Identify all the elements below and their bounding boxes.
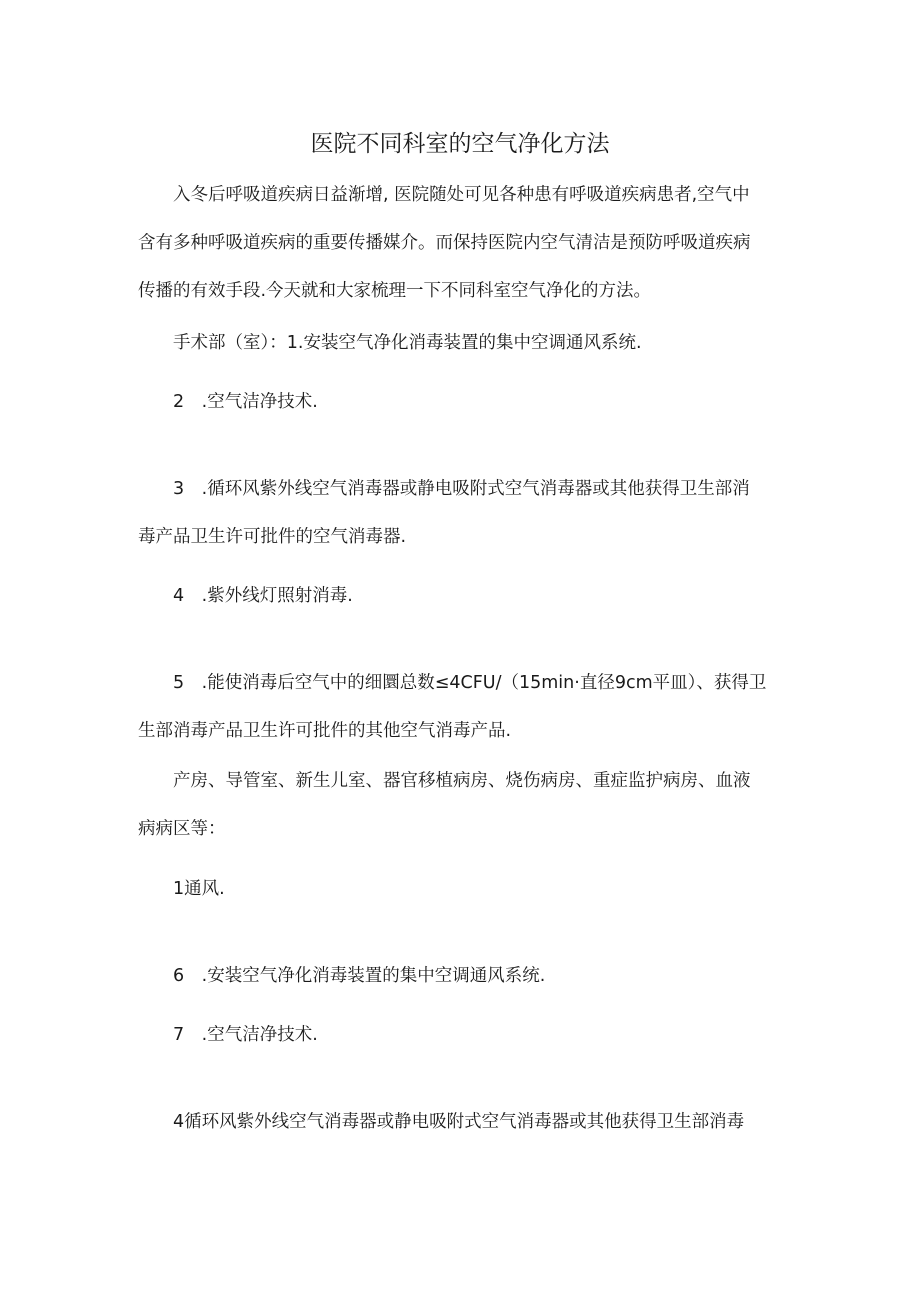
list-item: 2 .空气洁净技术.	[173, 392, 318, 412]
paragraph-line: 传播的有效手段.今天就和大家梳理一下不同科室空气净化的方法。	[138, 281, 652, 301]
paragraph-line: 手术部（室）：1.安装空气净化消毒装置的集中空调通风系统.	[173, 333, 642, 353]
list-item: 3 .循环风紫外线空气消毒器或静电吸附式空气消毒器或其他获得卫生部消	[173, 479, 750, 499]
list-item: 6 .安装空气净化消毒装置的集中空调通风系统.	[173, 966, 546, 986]
paragraph-line: 毒产品卫生许可批件的空气消毒器.	[138, 527, 407, 547]
list-item: 1通风.	[173, 879, 225, 899]
list-item: 4循环风紫外线空气消毒器或静电吸附式空气消毒器或其他获得卫生部消毒	[173, 1112, 745, 1132]
paragraph-line: 产房、导管室、新生儿室、器官移植病房、烧伤病房、重症监护病房、血液	[173, 771, 751, 791]
list-item: 7 .空气洁净技术.	[173, 1025, 318, 1045]
page-title: 医院不同科室的空气净化方法	[310, 131, 610, 157]
paragraph-line: 入冬后呼吸道疾病日益渐增, 医院随处可见各种患有呼吸道疾病患者,空气中	[173, 185, 750, 205]
paragraph-line: 生部消毒产品卫生许可批件的其他空气消毒产品.	[138, 721, 512, 741]
paragraph-line: 含有多种呼吸道疾病的重要传播媒介。而保持医院内空气清洁是预防呼吸道疾病	[138, 233, 751, 253]
list-item: 5 .能使消毒后空气中的细圜总数≤4CFU/（15min·直径9cm平皿）、获得卫	[173, 673, 767, 693]
paragraph-line: 病病区等：	[138, 819, 226, 839]
list-item: 4 .紫外线灯照射消毒.	[173, 586, 353, 606]
